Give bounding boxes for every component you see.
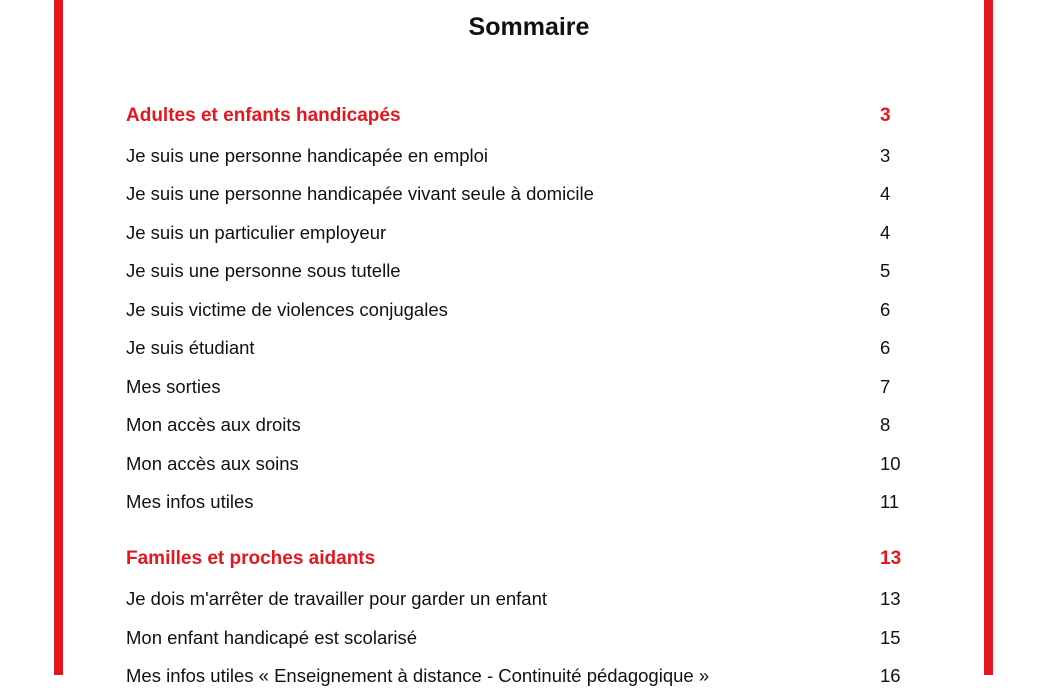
entry-title: Je suis un particulier employeur — [126, 222, 387, 243]
entry-title: Je dois m'arrêter de travailler pour garder un enfant — [126, 588, 548, 609]
right-red-border — [984, 0, 993, 675]
entry-page-number: 4 — [880, 183, 891, 204]
entry-title: Je suis étudiant — [126, 337, 255, 358]
entry-title: Je suis une personne handicapée en emploi — [126, 145, 489, 166]
entry-page-number: 3 — [880, 145, 891, 166]
entry-page-number: 4 — [880, 222, 891, 243]
section-title: Adultes et enfants handicapés — [126, 105, 401, 126]
entry-title: Mes sorties — [126, 376, 221, 397]
entry-title: Je suis une personne handicapée vivant seule à domicile — [126, 183, 594, 204]
toc-entry[interactable] — [126, 665, 906, 691]
entry-page-number: 5 — [880, 260, 891, 281]
toc-entry[interactable] — [126, 222, 906, 248]
toc-section-heading[interactable] — [126, 548, 906, 574]
entry-title: Mon accès aux soins — [126, 453, 299, 474]
toc-entry[interactable] — [126, 414, 906, 440]
entry-page-number: 7 — [880, 376, 891, 397]
left-red-border — [54, 0, 63, 675]
section-title: Familles et proches aidants — [126, 548, 376, 569]
toc-entry[interactable] — [126, 337, 906, 363]
toc-entry[interactable] — [126, 299, 906, 325]
entry-page-number: 6 — [880, 299, 891, 320]
section-page-number: 13 — [880, 548, 902, 569]
entry-page-number: 15 — [880, 627, 901, 648]
toc-entry[interactable] — [126, 145, 906, 171]
toc-entry[interactable] — [126, 183, 906, 209]
entry-title: Mon accès aux droits — [126, 414, 301, 435]
section-page-number: 3 — [880, 105, 891, 126]
toc-entry[interactable] — [126, 376, 906, 402]
entry-title: Je suis victime de violences conjugales — [126, 299, 448, 320]
entry-title: Mon enfant handicapé est scolarisé — [126, 627, 418, 648]
toc-entry[interactable] — [126, 627, 906, 653]
toc-entry[interactable] — [126, 491, 906, 517]
entry-title: Je suis une personne sous tutelle — [126, 260, 401, 281]
toc-entry[interactable] — [126, 588, 906, 614]
page-title: Sommaire — [468, 13, 590, 41]
toc-entry[interactable] — [126, 260, 906, 286]
entry-title: Mes infos utiles « Enseignement à distance - Continuité pédagogique » — [126, 665, 710, 686]
entry-page-number: 13 — [880, 588, 901, 609]
entry-title: Mes infos utiles — [126, 491, 254, 512]
toc-entry[interactable] — [126, 453, 906, 479]
entry-page-number: 11 — [880, 491, 900, 512]
entry-page-number: 6 — [880, 337, 891, 358]
entry-page-number: 10 — [880, 453, 901, 474]
entry-page-number: 8 — [880, 414, 891, 435]
toc-section-heading[interactable] — [126, 105, 906, 131]
entry-page-number: 16 — [880, 665, 901, 686]
